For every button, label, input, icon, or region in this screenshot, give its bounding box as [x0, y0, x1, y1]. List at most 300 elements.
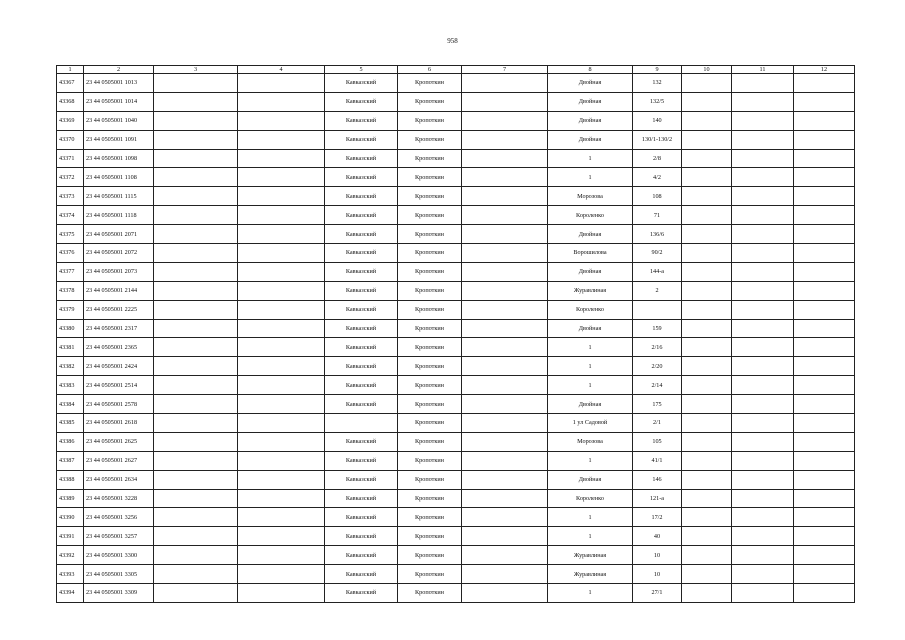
- cell-street: 1: [548, 376, 633, 395]
- column-header-9: 9: [633, 66, 682, 74]
- cell-row-id: 43374: [57, 206, 84, 225]
- cell-col-4: [238, 376, 325, 395]
- cell-row-id: 43388: [57, 470, 84, 489]
- cell-row-id: 43375: [57, 225, 84, 244]
- cell-house-number: 2/1: [633, 414, 682, 433]
- cell-col-10: [682, 451, 732, 470]
- column-header-2: 2: [84, 66, 154, 74]
- table-row: [57, 92, 855, 111]
- cell-row-id: 43379: [57, 300, 84, 319]
- table-row: [57, 74, 855, 93]
- cell-col-12: [794, 376, 855, 395]
- cell-house-number: 40: [633, 527, 682, 546]
- cell-col-4: [238, 432, 325, 451]
- cell-col-12: [794, 565, 855, 584]
- cell-col-7: [462, 546, 548, 565]
- cell-col-12: [794, 74, 855, 93]
- cell-col-11: [732, 262, 794, 281]
- cell-col-7: [462, 281, 548, 300]
- cell-col-4: [238, 262, 325, 281]
- cell-col-7: [462, 338, 548, 357]
- column-header-10: 10: [682, 66, 732, 74]
- cell-row-id: 43386: [57, 432, 84, 451]
- cell-house-number: 41/1: [633, 451, 682, 470]
- cell-col-11: [732, 168, 794, 187]
- cell-col-3: [154, 565, 238, 584]
- cell-cadastral-number: 23 44 0505001 2365: [84, 338, 154, 357]
- cell-col-4: [238, 565, 325, 584]
- table-row: [57, 489, 855, 508]
- cell-col-10: [682, 376, 732, 395]
- table-row: [57, 168, 855, 187]
- cell-city: Кропоткин: [398, 451, 462, 470]
- cell-cadastral-number: 23 44 0505001 1040: [84, 111, 154, 130]
- cell-col-7: [462, 244, 548, 263]
- cell-cadastral-number: 23 44 0505001 2071: [84, 225, 154, 244]
- cell-cadastral-number: 23 44 0505001 2144: [84, 281, 154, 300]
- cell-street: Двойная: [548, 262, 633, 281]
- table-row: [57, 546, 855, 565]
- cell-col-11: [732, 281, 794, 300]
- cell-cadastral-number: 23 44 0505001 1115: [84, 187, 154, 206]
- cell-col-4: [238, 470, 325, 489]
- cell-street: 1: [548, 527, 633, 546]
- cell-col-4: [238, 319, 325, 338]
- cell-cadastral-number: 23 44 0505001 2225: [84, 300, 154, 319]
- cell-col-12: [794, 300, 855, 319]
- registry-table: [56, 65, 855, 603]
- cell-cadastral-number: 23 44 0505001 1098: [84, 149, 154, 168]
- cell-col-3: [154, 546, 238, 565]
- cell-district: Кавказский: [325, 319, 398, 338]
- cell-city: Кропоткин: [398, 244, 462, 263]
- table-row: [57, 395, 855, 414]
- cell-cadastral-number: 23 44 0505001 2317: [84, 319, 154, 338]
- cell-col-7: [462, 74, 548, 93]
- cell-col-7: [462, 262, 548, 281]
- cell-col-12: [794, 414, 855, 433]
- cell-city: Кропоткин: [398, 357, 462, 376]
- cell-col-4: [238, 300, 325, 319]
- cell-cadastral-number: 23 44 0505001 2424: [84, 357, 154, 376]
- cell-house-number: 136/6: [633, 225, 682, 244]
- cell-street: Двойная: [548, 74, 633, 93]
- cell-col-11: [732, 74, 794, 93]
- cell-col-7: [462, 357, 548, 376]
- cell-city: Кропоткин: [398, 584, 462, 603]
- cell-district: Кавказский: [325, 111, 398, 130]
- cell-cadastral-number: 23 44 0505001 2627: [84, 451, 154, 470]
- cell-col-12: [794, 149, 855, 168]
- cell-col-7: [462, 92, 548, 111]
- column-header-5: 5: [325, 66, 398, 74]
- cell-col-11: [732, 92, 794, 111]
- cell-cadastral-number: 23 44 0505001 1108: [84, 168, 154, 187]
- cell-col-12: [794, 508, 855, 527]
- cell-house-number: 27/1: [633, 584, 682, 603]
- cell-house-number: 2/14: [633, 376, 682, 395]
- cell-street: 1: [548, 357, 633, 376]
- cell-cadastral-number: 23 44 0505001 3228: [84, 489, 154, 508]
- table-row: [57, 508, 855, 527]
- cell-col-7: [462, 470, 548, 489]
- cell-city: Кропоткин: [398, 395, 462, 414]
- cell-col-3: [154, 111, 238, 130]
- cell-district: Кавказский: [325, 489, 398, 508]
- cell-row-id: 43394: [57, 584, 84, 603]
- cell-col-11: [732, 489, 794, 508]
- cell-col-11: [732, 414, 794, 433]
- cell-row-id: 43369: [57, 111, 84, 130]
- cell-house-number: 17/2: [633, 508, 682, 527]
- cell-col-7: [462, 300, 548, 319]
- table-header: [57, 66, 855, 74]
- cell-col-10: [682, 470, 732, 489]
- cell-col-11: [732, 244, 794, 263]
- cell-street: 1: [548, 451, 633, 470]
- cell-city: Кропоткин: [398, 338, 462, 357]
- cell-col-10: [682, 357, 732, 376]
- cell-house-number: 10: [633, 546, 682, 565]
- cell-col-3: [154, 432, 238, 451]
- cell-district: Кавказский: [325, 376, 398, 395]
- cell-district: Кавказский: [325, 300, 398, 319]
- cell-col-4: [238, 92, 325, 111]
- cell-col-4: [238, 546, 325, 565]
- cell-col-12: [794, 130, 855, 149]
- cell-col-4: [238, 527, 325, 546]
- cell-row-id: 43381: [57, 338, 84, 357]
- cell-col-12: [794, 319, 855, 338]
- cell-city: Кропоткин: [398, 376, 462, 395]
- cell-col-4: [238, 206, 325, 225]
- cell-row-id: 43391: [57, 527, 84, 546]
- cell-row-id: 43384: [57, 395, 84, 414]
- cell-street: Короленко: [548, 300, 633, 319]
- cell-col-12: [794, 357, 855, 376]
- cell-city: Кропоткин: [398, 281, 462, 300]
- cell-col-11: [732, 432, 794, 451]
- cell-col-12: [794, 395, 855, 414]
- cell-col-4: [238, 395, 325, 414]
- cell-street: Двойная: [548, 111, 633, 130]
- cell-district: Кавказский: [325, 206, 398, 225]
- cell-col-3: [154, 187, 238, 206]
- cell-house-number: 71: [633, 206, 682, 225]
- cell-house-number: 159: [633, 319, 682, 338]
- cell-col-10: [682, 168, 732, 187]
- cell-col-12: [794, 111, 855, 130]
- cell-city: Кропоткин: [398, 168, 462, 187]
- cell-col-11: [732, 206, 794, 225]
- cell-cadastral-number: 23 44 0505001 2072: [84, 244, 154, 263]
- cell-house-number: 132/5: [633, 92, 682, 111]
- cell-col-12: [794, 546, 855, 565]
- cell-col-4: [238, 489, 325, 508]
- table-row: [57, 244, 855, 263]
- cell-col-7: [462, 508, 548, 527]
- cell-col-7: [462, 565, 548, 584]
- cell-district: Кавказский: [325, 451, 398, 470]
- column-header-3: 3: [154, 66, 238, 74]
- cell-col-7: [462, 451, 548, 470]
- cell-district: Кавказский: [325, 432, 398, 451]
- cell-street: Двойная: [548, 225, 633, 244]
- cell-street: Двойная: [548, 319, 633, 338]
- cell-col-3: [154, 319, 238, 338]
- cell-row-id: 43385: [57, 414, 84, 433]
- cell-col-7: [462, 432, 548, 451]
- cell-col-12: [794, 225, 855, 244]
- cell-cadastral-number: 23 44 0505001 2634: [84, 470, 154, 489]
- cell-district: Кавказский: [325, 225, 398, 244]
- cell-col-4: [238, 168, 325, 187]
- cell-col-10: [682, 225, 732, 244]
- cell-cadastral-number: 23 44 0505001 2625: [84, 432, 154, 451]
- cell-col-3: [154, 262, 238, 281]
- cell-col-10: [682, 149, 732, 168]
- cell-col-12: [794, 244, 855, 263]
- cell-col-10: [682, 489, 732, 508]
- cell-cadastral-number: 23 44 0505001 1118: [84, 206, 154, 225]
- cell-col-12: [794, 187, 855, 206]
- cell-col-11: [732, 527, 794, 546]
- cell-col-10: [682, 338, 732, 357]
- cell-col-4: [238, 451, 325, 470]
- table-row: [57, 130, 855, 149]
- cell-col-7: [462, 319, 548, 338]
- cell-street: Морозова: [548, 432, 633, 451]
- cell-street: 1: [548, 168, 633, 187]
- cell-street: Журавлиная: [548, 281, 633, 300]
- cell-district: Кавказский: [325, 508, 398, 527]
- cell-col-7: [462, 168, 548, 187]
- cell-city: Кропоткин: [398, 414, 462, 433]
- cell-col-7: [462, 584, 548, 603]
- cell-col-4: [238, 111, 325, 130]
- cell-col-10: [682, 432, 732, 451]
- cell-col-7: [462, 376, 548, 395]
- cell-house-number: 90/2: [633, 244, 682, 263]
- cell-col-10: [682, 281, 732, 300]
- cell-house-number: 2: [633, 281, 682, 300]
- cell-col-3: [154, 451, 238, 470]
- cell-city: Кропоткин: [398, 546, 462, 565]
- cell-col-3: [154, 206, 238, 225]
- cell-col-3: [154, 395, 238, 414]
- cell-city: Кропоткин: [398, 432, 462, 451]
- cell-col-10: [682, 300, 732, 319]
- cell-city: Кропоткин: [398, 489, 462, 508]
- cell-district: Кавказский: [325, 357, 398, 376]
- column-header-6: 6: [398, 66, 462, 74]
- cell-house-number: 105: [633, 432, 682, 451]
- table-row: [57, 300, 855, 319]
- cell-col-12: [794, 527, 855, 546]
- cell-col-4: [238, 357, 325, 376]
- cell-col-10: [682, 527, 732, 546]
- cell-city: Кропоткин: [398, 527, 462, 546]
- cell-row-id: 43390: [57, 508, 84, 527]
- cell-city: Кропоткин: [398, 470, 462, 489]
- cell-street: 1 ул Садовой: [548, 414, 633, 433]
- cell-col-7: [462, 527, 548, 546]
- header-row: [57, 66, 855, 74]
- cell-col-11: [732, 187, 794, 206]
- cell-row-id: 43389: [57, 489, 84, 508]
- cell-cadastral-number: 23 44 0505001 2618: [84, 414, 154, 433]
- cell-city: Кропоткин: [398, 206, 462, 225]
- cell-col-4: [238, 281, 325, 300]
- cell-col-7: [462, 187, 548, 206]
- cell-col-12: [794, 432, 855, 451]
- cell-cadastral-number: 23 44 0505001 3305: [84, 565, 154, 584]
- column-header-7: 7: [462, 66, 548, 74]
- cell-col-11: [732, 300, 794, 319]
- cell-col-3: [154, 92, 238, 111]
- cell-col-12: [794, 584, 855, 603]
- cell-col-11: [732, 111, 794, 130]
- cell-col-10: [682, 187, 732, 206]
- table-row: [57, 338, 855, 357]
- cell-district: Кавказский: [325, 92, 398, 111]
- cell-col-12: [794, 262, 855, 281]
- cell-col-3: [154, 130, 238, 149]
- cell-city: Кропоткин: [398, 187, 462, 206]
- cell-cadastral-number: 23 44 0505001 1013: [84, 74, 154, 93]
- cell-col-3: [154, 489, 238, 508]
- table-row: [57, 357, 855, 376]
- cell-col-10: [682, 262, 732, 281]
- cell-house-number: 2/16: [633, 338, 682, 357]
- cell-col-12: [794, 470, 855, 489]
- table-row: [57, 414, 855, 433]
- cell-col-10: [682, 546, 732, 565]
- table-row: [57, 281, 855, 300]
- cell-col-12: [794, 206, 855, 225]
- cell-col-11: [732, 338, 794, 357]
- cell-city: Кропоткин: [398, 565, 462, 584]
- table-row: [57, 470, 855, 489]
- cell-cadastral-number: 23 44 0505001 2578: [84, 395, 154, 414]
- cell-cadastral-number: 23 44 0505001 3309: [84, 584, 154, 603]
- cell-col-12: [794, 338, 855, 357]
- cell-col-11: [732, 149, 794, 168]
- cell-street: Двойная: [548, 395, 633, 414]
- cell-row-id: 43393: [57, 565, 84, 584]
- cell-col-7: [462, 225, 548, 244]
- cell-col-12: [794, 281, 855, 300]
- column-header-4: 4: [238, 66, 325, 74]
- cell-city: Кропоткин: [398, 508, 462, 527]
- column-header-1: 1: [57, 66, 84, 74]
- cell-col-11: [732, 395, 794, 414]
- cell-col-10: [682, 395, 732, 414]
- cell-city: Кропоткин: [398, 130, 462, 149]
- cell-col-10: [682, 206, 732, 225]
- cell-house-number: 2/20: [633, 357, 682, 376]
- cell-col-3: [154, 414, 238, 433]
- cell-col-3: [154, 149, 238, 168]
- cell-district: Кавказский: [325, 338, 398, 357]
- cell-col-4: [238, 130, 325, 149]
- cell-house-number: 2/8: [633, 149, 682, 168]
- cell-col-11: [732, 565, 794, 584]
- cell-district: Кавказский: [325, 244, 398, 263]
- cell-col-10: [682, 244, 732, 263]
- cell-col-3: [154, 357, 238, 376]
- cell-street: Двойная: [548, 130, 633, 149]
- table-row: [57, 149, 855, 168]
- cell-col-7: [462, 395, 548, 414]
- cell-col-4: [238, 414, 325, 433]
- cell-col-3: [154, 225, 238, 244]
- cell-street: Короленко: [548, 206, 633, 225]
- cell-district: Кавказский: [325, 187, 398, 206]
- table-row: [57, 187, 855, 206]
- cell-col-10: [682, 130, 732, 149]
- cell-col-7: [462, 206, 548, 225]
- table-row: [57, 319, 855, 338]
- cell-col-4: [238, 508, 325, 527]
- cell-house-number: 132: [633, 74, 682, 93]
- column-header-8: 8: [548, 66, 633, 74]
- cell-district: Кавказский: [325, 565, 398, 584]
- cell-col-3: [154, 470, 238, 489]
- cell-district: Кавказский: [325, 149, 398, 168]
- cell-city: Кропоткин: [398, 74, 462, 93]
- cell-district: Кавказский: [325, 546, 398, 565]
- cell-street: Двойная: [548, 470, 633, 489]
- cell-cadastral-number: 23 44 0505001 3257: [84, 527, 154, 546]
- cell-col-3: [154, 508, 238, 527]
- cell-row-id: 43377: [57, 262, 84, 281]
- cell-col-4: [238, 74, 325, 93]
- cell-col-11: [732, 319, 794, 338]
- cell-street: 1: [548, 149, 633, 168]
- cell-col-12: [794, 489, 855, 508]
- cell-city: Кропоткин: [398, 92, 462, 111]
- cell-row-id: 43367: [57, 74, 84, 93]
- cell-district: Кавказский: [325, 395, 398, 414]
- cell-district: [325, 414, 398, 433]
- cell-street: 1: [548, 338, 633, 357]
- cell-col-4: [238, 244, 325, 263]
- cell-house-number: [633, 300, 682, 319]
- cell-street: 1: [548, 508, 633, 527]
- cell-cadastral-number: 23 44 0505001 1014: [84, 92, 154, 111]
- cell-col-12: [794, 92, 855, 111]
- cell-city: Кропоткин: [398, 225, 462, 244]
- cell-street: 1: [548, 584, 633, 603]
- cell-district: Кавказский: [325, 168, 398, 187]
- cell-cadastral-number: 23 44 0505001 2073: [84, 262, 154, 281]
- cell-district: Кавказский: [325, 130, 398, 149]
- cell-row-id: 43378: [57, 281, 84, 300]
- cell-col-3: [154, 584, 238, 603]
- table-row: [57, 111, 855, 130]
- cell-col-11: [732, 376, 794, 395]
- cell-col-10: [682, 414, 732, 433]
- cell-col-10: [682, 319, 732, 338]
- cell-house-number: 108: [633, 187, 682, 206]
- cell-col-10: [682, 584, 732, 603]
- cell-district: Кавказский: [325, 470, 398, 489]
- cell-city: Кропоткин: [398, 319, 462, 338]
- cell-street: Двойная: [548, 92, 633, 111]
- cell-street: Журавлиная: [548, 565, 633, 584]
- table-body: [57, 74, 855, 603]
